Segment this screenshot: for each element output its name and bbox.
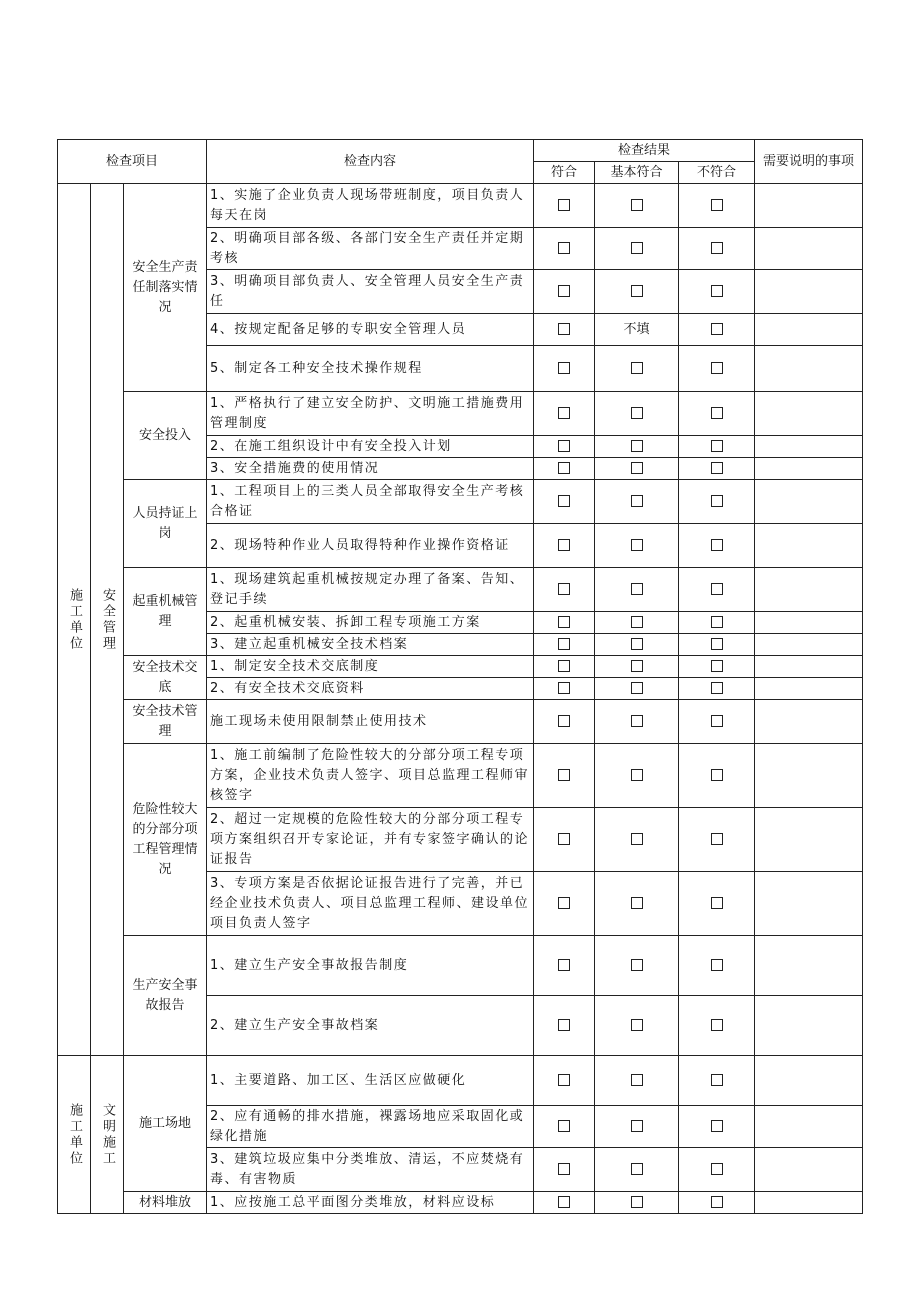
nonconform-checkbox[interactable] [711,682,723,694]
basic-cell: 不填 [595,314,679,346]
basic-cell [595,872,679,936]
basic-checkbox[interactable] [631,638,643,650]
nonconform-checkbox[interactable] [711,495,723,507]
basic-cell [595,436,679,458]
note-cell[interactable] [755,346,863,392]
basic-checkbox[interactable] [631,362,643,374]
check-content: 施工现场未使用限制禁止使用技术 [207,700,534,744]
conform-checkbox[interactable] [558,1019,570,1031]
check-content: 5、制定各工种安全技术操作规程 [207,346,534,392]
basic-checkbox[interactable] [631,769,643,781]
note-cell[interactable] [755,1106,863,1148]
nonconform-checkbox[interactable] [711,199,723,211]
conform-checkbox[interactable] [558,897,570,909]
header-basic: 基本符合 [595,162,679,184]
basic-checkbox[interactable] [631,242,643,254]
nonconform-cell [679,996,755,1056]
nonconform-checkbox[interactable] [711,242,723,254]
note-cell[interactable] [755,436,863,458]
conform-cell [534,1148,595,1192]
conform-checkbox[interactable] [558,242,570,254]
nonconform-checkbox[interactable] [711,1163,723,1175]
nonconform-cell [679,184,755,228]
nonconform-cell [679,936,755,996]
basic-cell [595,228,679,270]
unit-cell: 施工单位 [58,184,91,1056]
nonconform-checkbox[interactable] [711,638,723,650]
table-row [58,656,863,678]
nonconform-cell [679,656,755,678]
conform-checkbox[interactable] [558,583,570,595]
check-content: 1、制定安全技术交底制度 [207,656,534,678]
basic-cell [595,1056,679,1106]
note-cell[interactable] [755,568,863,612]
conform-checkbox[interactable] [558,495,570,507]
conform-checkbox[interactable] [558,769,570,781]
conform-cell [534,480,595,524]
nonconform-checkbox[interactable] [711,715,723,727]
nonconform-checkbox[interactable] [711,660,723,672]
conform-checkbox[interactable] [558,616,570,628]
conform-checkbox[interactable] [558,959,570,971]
nonconform-checkbox[interactable] [711,362,723,374]
conform-checkbox[interactable] [558,199,570,211]
basic-checkbox[interactable] [631,1120,643,1132]
basic-checkbox[interactable] [631,495,643,507]
basic-checkbox[interactable] [631,682,643,694]
basic-checkbox[interactable] [631,407,643,419]
conform-cell [534,744,595,808]
conform-cell [534,314,595,346]
table-row [58,184,863,228]
table-row [58,744,863,808]
basic-cell [595,700,679,744]
note-cell[interactable] [755,678,863,700]
nonconform-checkbox[interactable] [711,959,723,971]
conform-checkbox[interactable] [558,362,570,374]
header-note: 需要说明的事项 [755,140,863,184]
table-row [58,392,863,436]
note-cell[interactable] [755,270,863,314]
unit-cell: 施工单位 [58,1056,91,1214]
basic-checkbox[interactable] [631,1163,643,1175]
nonconform-cell [679,228,755,270]
nonconform-checkbox[interactable] [711,616,723,628]
nonconform-cell [679,1192,755,1214]
basic-cell [595,936,679,996]
group-name: 人员持证上岗 [124,480,207,568]
note-cell[interactable] [755,458,863,480]
conform-checkbox[interactable] [558,1074,570,1086]
nonconform-cell [679,1056,755,1106]
conform-cell [534,634,595,656]
basic-checkbox[interactable] [631,833,643,845]
conform-checkbox[interactable] [558,715,570,727]
nonconform-checkbox[interactable] [711,407,723,419]
group-name: 施工场地 [124,1056,207,1192]
basic-cell [595,678,679,700]
basic-checkbox[interactable] [631,616,643,628]
note-cell[interactable] [755,392,863,436]
basic-cell [595,270,679,314]
basic-cell [595,346,679,392]
check-content: 3、建筑垃圾应集中分类堆放、清运，不应焚烧有毒、有害物质 [207,1148,534,1192]
conform-checkbox[interactable] [558,660,570,672]
conform-checkbox[interactable] [558,323,570,335]
basic-cell [595,524,679,568]
nonconform-checkbox[interactable] [711,1019,723,1031]
basic-cell [595,480,679,524]
conform-cell [534,392,595,436]
check-content: 2、在施工组织设计中有安全投入计划 [207,436,534,458]
header-content: 检查内容 [207,140,534,184]
nonconform-checkbox[interactable] [711,539,723,551]
conform-cell [534,568,595,612]
group-name: 安全技术管理 [124,700,207,744]
basic-checkbox[interactable] [631,462,643,474]
header-conform: 符合 [534,162,595,184]
conform-checkbox[interactable] [558,539,570,551]
note-cell[interactable] [755,184,863,228]
area-cell: 文明施工 [91,1056,124,1214]
group-name: 安全技术交底 [124,656,207,700]
group-name: 材料堆放 [124,1192,207,1214]
conform-checkbox[interactable] [558,833,570,845]
nonconform-checkbox[interactable] [711,323,723,335]
nonconform-checkbox[interactable] [711,583,723,595]
group-name: 生产安全事故报告 [124,936,207,1056]
table-row [58,700,863,744]
group-name: 起重机械管理 [124,568,207,656]
nonconform-cell [679,436,755,458]
nonconform-cell [679,700,755,744]
basic-cell [595,1148,679,1192]
basic-cell [595,656,679,678]
nonconform-cell [679,678,755,700]
basic-cell [595,1106,679,1148]
note-cell[interactable] [755,1192,863,1214]
check-content: 1、实施了企业负责人现场带班制度，项目负责人每天在岗 [207,184,534,228]
check-content: 1、建立生产安全事故报告制度 [207,936,534,996]
check-content: 2、建立生产安全事故档案 [207,996,534,1056]
note-cell[interactable] [755,612,863,634]
basic-cell [595,808,679,872]
basic-cell [595,996,679,1056]
conform-checkbox[interactable] [558,1120,570,1132]
basic-checkbox[interactable] [631,660,643,672]
conform-cell [534,346,595,392]
header-result: 检查结果 [534,140,755,162]
basic-checkbox[interactable] [631,897,643,909]
check-content: 4、按规定配备足够的专职安全管理人员 [207,314,534,346]
check-content: 1、工程项目上的三类人员全部取得安全生产考核合格证 [207,480,534,524]
conform-cell [534,612,595,634]
conform-cell [534,270,595,314]
conform-cell [534,228,595,270]
check-content: 1、施工前编制了危险性较大的分部分项工程专项方案，企业技术负责人签字、项目总监理工程师审核签字 [207,744,534,808]
basic-cell [595,392,679,436]
nonconform-cell [679,392,755,436]
basic-checkbox[interactable] [631,1074,643,1086]
note-cell[interactable] [755,634,863,656]
table-row [58,568,863,612]
check-content: 2、明确项目部各级、各部门安全生产责任并定期考核 [207,228,534,270]
conform-cell [534,1056,595,1106]
basic-checkbox[interactable] [631,199,643,211]
conform-cell [534,458,595,480]
basic-checkbox[interactable] [631,1019,643,1031]
check-content: 3、安全措施费的使用情况 [207,458,534,480]
check-content: 3、建立起重机械安全技术档案 [207,634,534,656]
check-content: 1、主要道路、加工区、生活区应做硬化 [207,1056,534,1106]
conform-cell [534,678,595,700]
nonconform-cell [679,480,755,524]
note-cell[interactable] [755,314,863,346]
basic-checkbox[interactable] [631,1196,643,1208]
nonconform-checkbox[interactable] [711,440,723,452]
check-content: 1、应按施工总平面图分类堆放，材料应设标 [207,1192,534,1214]
area-cell: 安全管理 [91,184,124,1056]
basic-cell [595,568,679,612]
conform-cell [534,1106,595,1148]
nonconform-cell [679,458,755,480]
group-name: 安全投入 [124,392,207,480]
conform-cell [534,656,595,678]
nonconform-checkbox[interactable] [711,769,723,781]
basic-cell [595,744,679,808]
conform-checkbox[interactable] [558,440,570,452]
check-content: 1、严格执行了建立安全防护、文明施工措施费用管理制度 [207,392,534,436]
nonconform-cell [679,568,755,612]
nonconform-cell [679,1148,755,1192]
note-cell[interactable] [755,656,863,678]
note-cell[interactable] [755,744,863,808]
conform-cell [534,936,595,996]
basic-cell [595,634,679,656]
conform-cell [534,524,595,568]
conform-cell [534,872,595,936]
conform-checkbox[interactable] [558,638,570,650]
nonconform-checkbox[interactable] [711,833,723,845]
nonconform-checkbox[interactable] [711,1196,723,1208]
basic-checkbox[interactable] [631,285,643,297]
conform-checkbox[interactable] [558,1196,570,1208]
check-content: 3、专项方案是否依据论证报告进行了完善，并已经企业技术负责人、项目总监理工程师、建设单位项目负责人签字 [207,872,534,936]
nonconform-cell [679,744,755,808]
check-content: 2、起重机械安装、拆卸工程专项施工方案 [207,612,534,634]
nonconform-checkbox[interactable] [711,285,723,297]
table-row [58,480,863,524]
check-content: 2、超过一定规模的危险性较大的分部分项工程专项方案组织召开专家论证，并有专家签字确认的论证报告 [207,808,534,872]
note-cell[interactable] [755,1148,863,1192]
basic-checkbox[interactable] [631,583,643,595]
conform-cell [534,1192,595,1214]
conform-checkbox[interactable] [558,285,570,297]
basic-checkbox[interactable] [631,959,643,971]
nonconform-cell [679,872,755,936]
nonconform-cell [679,314,755,346]
basic-cell [595,612,679,634]
check-content: 2、有安全技术交底资料 [207,678,534,700]
note-cell[interactable] [755,480,863,524]
nonconform-checkbox[interactable] [711,1120,723,1132]
conform-cell [534,700,595,744]
group-name: 安全生产责任制落实情况 [124,184,207,392]
basic-checkbox[interactable] [631,715,643,727]
note-cell[interactable] [755,936,863,996]
note-cell[interactable] [755,1056,863,1106]
note-cell[interactable] [755,228,863,270]
header-item: 检查项目 [58,140,207,184]
conform-cell [534,436,595,458]
nonconform-cell [679,634,755,656]
table-row [58,1056,863,1106]
conform-cell [534,184,595,228]
check-content: 3、明确项目部负责人、安全管理人员安全生产责任 [207,270,534,314]
basic-cell [595,184,679,228]
check-content: 2、应有通畅的排水措施，裸露场地应采取固化或绿化措施 [207,1106,534,1148]
nonconform-cell [679,524,755,568]
conform-checkbox[interactable] [558,407,570,419]
conform-cell [534,808,595,872]
check-content: 1、现场建筑起重机械按规定办理了备案、告知、登记手续 [207,568,534,612]
conform-checkbox[interactable] [558,682,570,694]
conform-checkbox[interactable] [558,1163,570,1175]
nonconform-checkbox[interactable] [711,462,723,474]
basic-checkbox[interactable] [631,539,643,551]
nonconform-checkbox[interactable] [711,1074,723,1086]
nonconform-cell [679,808,755,872]
basic-cell [595,1192,679,1214]
group-name: 危险性较大的分部分项工程管理情况 [124,744,207,936]
conform-checkbox[interactable] [558,462,570,474]
check-content: 2、现场特种作业人员取得特种作业操作资格证 [207,524,534,568]
note-cell[interactable] [755,996,863,1056]
note-cell[interactable] [755,872,863,936]
nonconform-cell [679,1106,755,1148]
nonconform-checkbox[interactable] [711,897,723,909]
note-cell[interactable] [755,524,863,568]
note-cell[interactable] [755,808,863,872]
nonconform-cell [679,270,755,314]
basic-checkbox[interactable] [631,440,643,452]
inspection-table [57,139,863,1214]
conform-cell [534,996,595,1056]
header-nonconform: 不符合 [679,162,755,184]
note-cell[interactable] [755,700,863,744]
nonconform-cell [679,612,755,634]
table-row [58,936,863,996]
nonconform-cell [679,346,755,392]
table-row [58,1192,863,1214]
basic-cell [595,458,679,480]
